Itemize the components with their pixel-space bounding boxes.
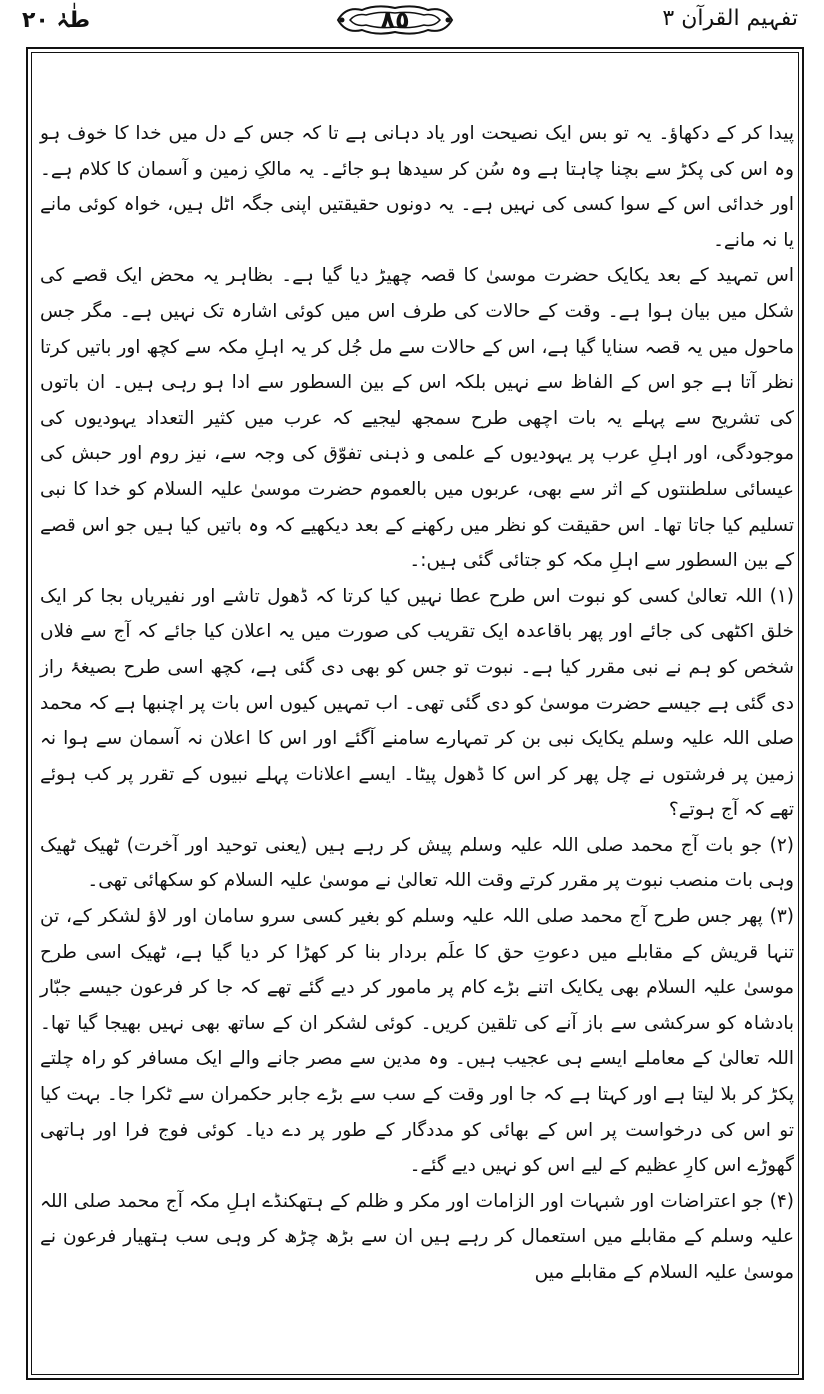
body-text <box>40 116 794 1291</box>
paragraph: (۳) پھر جس طرح آج محمد صلی اللہ علیہ وسلم کو بغیر کسی سرو سامان اور لاؤ لشکر کے، تن تنہا قریش کے مقابلے میں دعوتِ حق کا علَم بردار بنا کر کھڑا کر دیا گیا ہے، ٹھیک اسی طرح موسیٰ علیہ السلام بھی یکایک اتنے بڑے کام پر مامور کر دیے گئے تھے کہ جا کر فرعون جیسے جبّار بادشاہ کو سرکشی سے باز آنے کی تلقین کریں۔ کوئی لشکر ان کے ساتھ بھی نہیں بھیجا گیا تھا۔ اللہ تعالیٰ کے معاملے ایسے ہی عجیب ہیں۔ وہ مدین سے مصر جانے والے ایک مسافر کو راہ چلتے پکڑ کر بلا لیتا ہے اور کہتا ہے کہ جا اور وقت کے سب سے بڑے جابر حکمران سے ٹکرا جا۔ بہت کیا تو اس کی درخواست پر اس کے بھائی کو مددگار کے طور پر دے دیا۔ کوئی فوج فرا اور ہاتھی گھوڑے اس کارِ عظیم کے لیے اس کو نہیں دیے گئے۔ <box>40 906 794 1177</box>
paragraph: پیدا کر کے دکھاؤ۔ یہ تو بس ایک نصیحت اور یاد دہانی ہے تا کہ جس کے دل میں خدا کا خوف ہو وہ اس کی پکڑ سے بچنا چاہتا ہے وہ سُن کر سیدھا ہو جائے۔ یہ مالکِ زمین و آسمان کا کلام ہے۔ اور خدائی اس کے سوا کسی کی نہیں ہے۔ یہ دونوں حقیقتیں اپنی جگہ اٹل ہیں، خواہ کوئی مانے یا نہ مانے۔ <box>40 123 794 251</box>
paragraph: اس تمہید کے بعد یکایک حضرت موسیٰ کا قصہ چھیڑ دیا گیا ہے۔ بظاہر یہ محض ایک قصے کی شکل میں بیان ہوا ہے۔ وقت کے حالات کی طرف اس میں کوئی اشارہ تک نہیں ہے۔ مگر جس ماحول میں یہ قصہ سنایا گیا ہے، اس کے حالات سے مل جُل کر یہ اہلِ مکہ سے کچھ اور باتیں کرتا نظر آتا ہے جو اس کے الفاظ سے نہیں بلکہ اس کے بین السطور سے ادا ہو رہی ہیں۔ ان باتوں کی تشریح سے پہلے یہ بات اچھی طرح سمجھ لیجیے کہ عرب میں کثیر التعداد یہودیوں کی موجودگی، اور اہلِ عرب پر یہودیوں کے علمی و ذہنی تفوّق کی وجہ سے، نیز روم اور حبش کی عیسائی سلطنتوں کے اثر سے بھی، عربوں میں بالعموم حضرت موسیٰ علیہ السلام کو خدا کا نبی تسلیم کیا جاتا تھا۔ اس حقیقت کو نظر میں رکھنے کے بعد دیکھیے کہ وہ باتیں کیا ہیں جو اس قصے کے بین السطور سے اہلِ مکہ کو جتائی گئی ہیں:۔ <box>40 265 794 572</box>
page-header <box>0 0 824 44</box>
paragraph: (۱) اللہ تعالیٰ کسی کو نبوت اس طرح عطا نہیں کیا کرتا کہ ڈھول تاشے اور نفیریاں بجا کر ایک خلق اکٹھی کی جائے اور پھر باقاعدہ ایک تقریب کی صورت میں یہ اعلان کیا جائے کہ آج سے فلاں شخص کو ہم نے نبی مقرر کیا ہے۔ نبوت تو جس کو بھی دی گئی ہے، کچھ اسی طرح بصیغۂ راز دی گئی ہے جیسے حضرت موسیٰ کو دی گئی تھی۔ اب تمہیں کیوں اس بات پر اچنبھا ہے کہ محمد صلی اللہ علیہ وسلم یکایک نبی بن کر تمہارے سامنے آگئے اور اس کا اعلان نہ آسمان سے ہوا نہ زمین پر فرشتوں نے چل پھر کر اس کا ڈھول پیٹا۔ ایسے اعلانات پہلے نبیوں کے تقرر پر کب ہوئے تھے کہ آج ہوتے؟ <box>40 585 794 821</box>
book-title: تفہیم القرآن ۳ <box>662 6 798 31</box>
paragraph: (۲) جو بات آج محمد صلی اللہ علیہ وسلم پیش کر رہے ہیں (یعنی توحید اور آخرت) ٹھیک ٹھیک وہی بات منصب نبوت پر مقرر کرتے وقت اللہ تعالیٰ نے موسیٰ علیہ السلام کو سکھائی تھی۔ <box>40 834 794 892</box>
page-number: ٨٥ <box>380 6 410 34</box>
surah-label: طٰہٰ ٢٠ <box>22 8 91 33</box>
page-number-ornament <box>332 2 458 38</box>
paragraph: (۴) جو اعتراضات اور شبہات اور الزامات اور مکر و ظلم کے ہتھکنڈے اہلِ مکہ آج محمد صلی اللہ علیہ وسلم کے مقابلے میں استعمال کر رہے ہیں ان سے بڑھ چڑھ کر وہی سب ہتھیار فرعون نے موسیٰ علیہ السلام کے مقابلے میں <box>40 1190 794 1283</box>
